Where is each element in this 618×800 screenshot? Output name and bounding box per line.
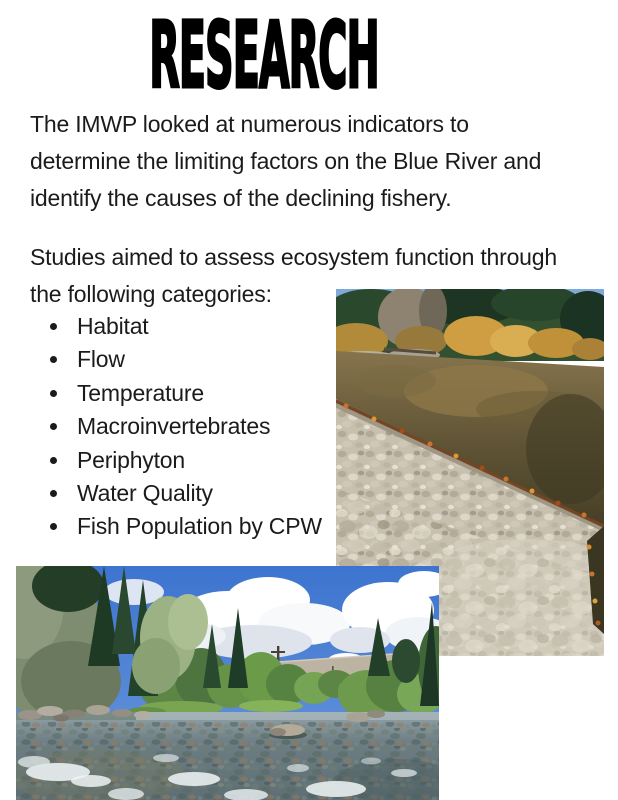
- bullet-icon: [50, 457, 57, 464]
- bullet-icon: [50, 323, 57, 330]
- bullet-icon: [50, 390, 57, 397]
- list-item: [30, 477, 322, 510]
- text-line: determine the limiting factors on the Blue River and: [30, 148, 542, 174]
- category-label: Periphyton: [77, 446, 185, 473]
- category-label: Habitat: [77, 313, 149, 339]
- text-line: identify the causes of the declining fishery.: [30, 185, 452, 211]
- category-label: Fish Population by CPW: [77, 513, 322, 540]
- list-item: [30, 310, 322, 343]
- category-label: Macroinvertebrates: [77, 413, 271, 440]
- bullet-icon: [50, 356, 57, 363]
- list-item: [30, 510, 322, 543]
- list-item: [30, 444, 322, 477]
- bullet-icon: [50, 490, 57, 497]
- list-item: [30, 410, 322, 443]
- category-label: Flow: [77, 346, 125, 373]
- bullet-icon: [50, 523, 57, 530]
- page-title: RESEARCH: [149, 2, 379, 109]
- category-label: Temperature: [77, 379, 204, 406]
- category-label: Water Quality: [77, 480, 213, 507]
- river-landscape-photo: [16, 566, 439, 800]
- text-line: The IMWP looked at numerous indicators to: [30, 111, 469, 137]
- text-line: the following categories:: [30, 281, 272, 307]
- category-list: [30, 310, 322, 544]
- intro-paragraph: [30, 106, 541, 217]
- list-item: [30, 377, 322, 410]
- list-item: [30, 343, 322, 376]
- bullet-icon: [50, 423, 57, 430]
- text-line: Studies aimed to assess ecosystem function through: [30, 244, 557, 270]
